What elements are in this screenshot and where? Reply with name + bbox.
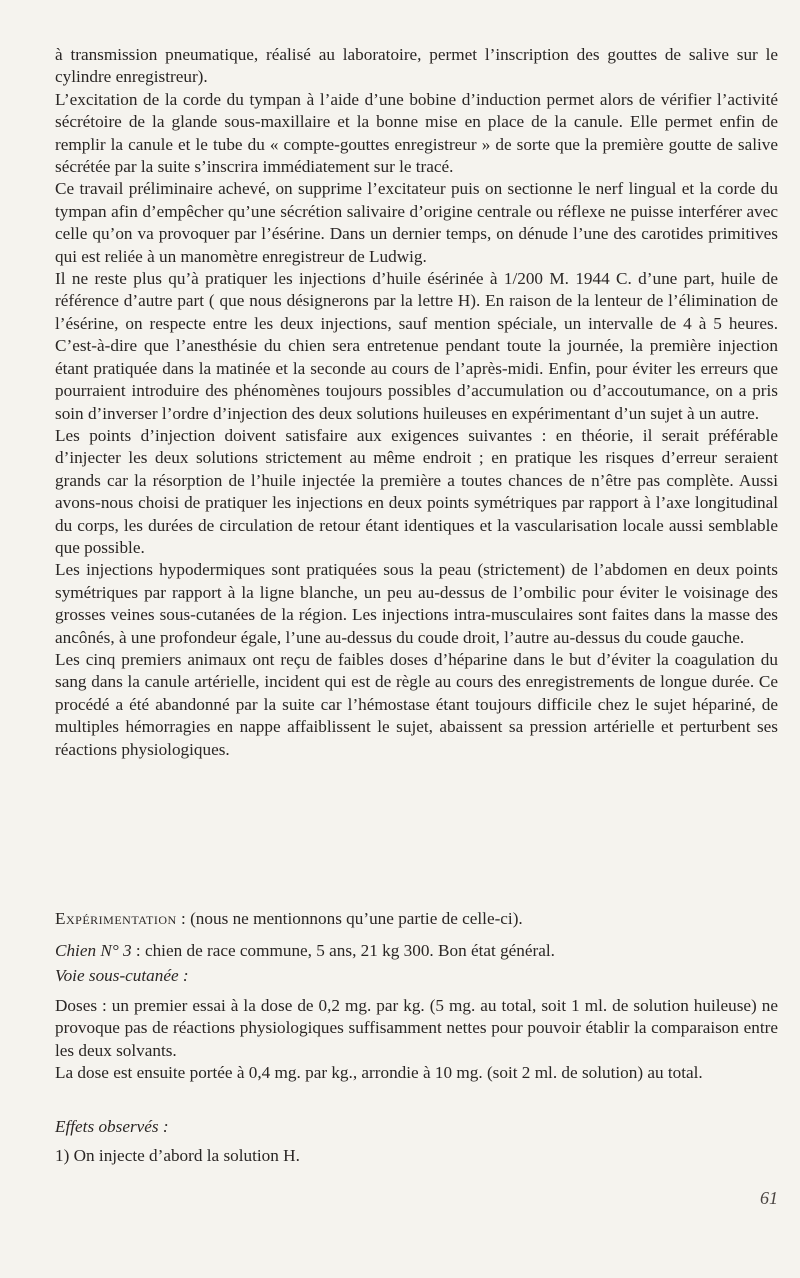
main-body [55, 44, 778, 761]
doses-block [55, 995, 778, 1085]
doses-paragraph-1: Doses : un premier essai à la dose de 0,2 mg. par kg. (5 mg. au total, soit 1 ml. de solution huileuse) ne provoque pas de réactions physiologiques suffisamment nettes pour pouvoir établir la comparaison entre les deux solvants. [55, 996, 778, 1060]
paragraph-5: Les points d’injection doivent satisfaire aux exigences suivantes : en théorie, il serait préférable d’injecter les deux solutions strictement au même endroit ; en pratique les risques d’erreur seraient grands car la résorption de l’huile injectée la première a toutes chances de n’être pas complète. Aussi avons-nous choisi de pratiquer les injections en deux points symétriques par rapport à l’axe longitudinal du corps, les durées de circulation de retour étant identiques et la vascularisation locale aussi semblable que possible. [55, 425, 778, 557]
dog-description: : chien de race commune, 5 ans, 21 kg 300. Bon état général. [131, 941, 555, 960]
effects-label: Effets observés : [55, 1117, 169, 1136]
paragraph-6: Les injections hypodermiques sont pratiquées sous la peau (strictement) de l’abdomen en deux points symétriques par rapport à la ligne blanche, un peu au-dessus de l’ombilic pour éviter le voisinage des grosses veines sous-cutanées de la région. Les injections intra-musculaires sont faites dans la masse des ancônés, à une profondeur égale, l’une au-dessus du coude droit, l’autre au-dessus du coude gauche. [55, 560, 778, 647]
page-number: 61 [760, 1188, 778, 1208]
route-line [55, 965, 778, 987]
effects-line [55, 1116, 778, 1138]
dog-label: Chien N° 3 [55, 941, 132, 960]
experimentation-line [55, 908, 778, 930]
experimentation-heading: Expérimentation [55, 909, 177, 928]
paragraph-4: Il ne reste plus qu’à pratiquer les injections d’huile ésérinée à 1/200 M. 1944 C. d’une part, huile de référence d’autre part ( que nous désignerons par la lettre H). En raison de la lenteur de l’élimination de l’ésérine, on respecte entre les deux injections, sauf mention spéciale, un intervalle de 4 à 5 heures. C’est-à-dire que l’anesthésie du chien sera entretenue pendant toute la journée, la première injection étant pratiquée dans la matinée et la seconde au cours de l’après-midi. Enfin, pour éviter les erreurs que pourraient introduire des phénomènes toujours possibles d’accumulation ou d’accoutumance, on a pris soin d’inverser l’ordre d’injection des deux solutions huileuses en expérimentant d’un sujet à un autre. [55, 269, 778, 423]
route-label: Voie sous-cutanée : [55, 966, 189, 985]
paragraph-1: à transmission pneumatique, réalisé au laboratoire, permet l’inscription des gouttes de salive sur le cylindre enregistreur). [55, 45, 778, 87]
experimentation-note: : (nous ne mentionnons qu’une partie de celle-ci). [176, 909, 523, 928]
paragraph-7: Les cinq premiers animaux ont reçu de faibles doses d’héparine dans le but d’éviter la coagulation du sang dans la canule artérielle, incident qui est de règle au cours des enregistrements de longue durée. Ce procédé a été abandonné par la suite car l’hémostase étant toujours difficile chez le sujet hépariné, de multiples hémorragies en nappe affaiblissent le sujet, abaissent sa pression artérielle et perturbent ses réactions physiologiques. [55, 649, 778, 759]
step-1-line [55, 1145, 778, 1167]
step-1: 1) On injecte d’abord la solution H. [55, 1146, 300, 1165]
doses-paragraph-2: La dose est ensuite portée à 0,4 mg. par kg., arrondie à 10 mg. (soit 2 ml. de solution) au total. [55, 1063, 703, 1083]
dog-line [55, 940, 778, 962]
paragraph-2: L’excitation de la corde du tympan à l’aide d’une bobine d’induction permet alors de vérifier l’activité sécrétoire de la glande sous-maxillaire et la bonne mise en place de la canule. Elle permet enfin de remplir la canule et le tube du « compte-gouttes enregistreur » de sorte que la première goutte de salive sécrétée par la suite s’inscrira immédiatement sur le tracé. [55, 89, 778, 177]
paragraph-3: Ce travail préliminaire achevé, on supprime l’excitateur puis on sectionne le nerf lingual et la corde du tympan afin d’empêcher qu’une sécrétion salivaire d’origine centrale ou réflexe ne puisse interférer avec celle qu’on va provoquer par l’ésérine. Dans un dernier temps, on dénude l’une des carotides primitives qui est reliée à un manomètre enregistreur de Ludwig. [55, 179, 778, 266]
